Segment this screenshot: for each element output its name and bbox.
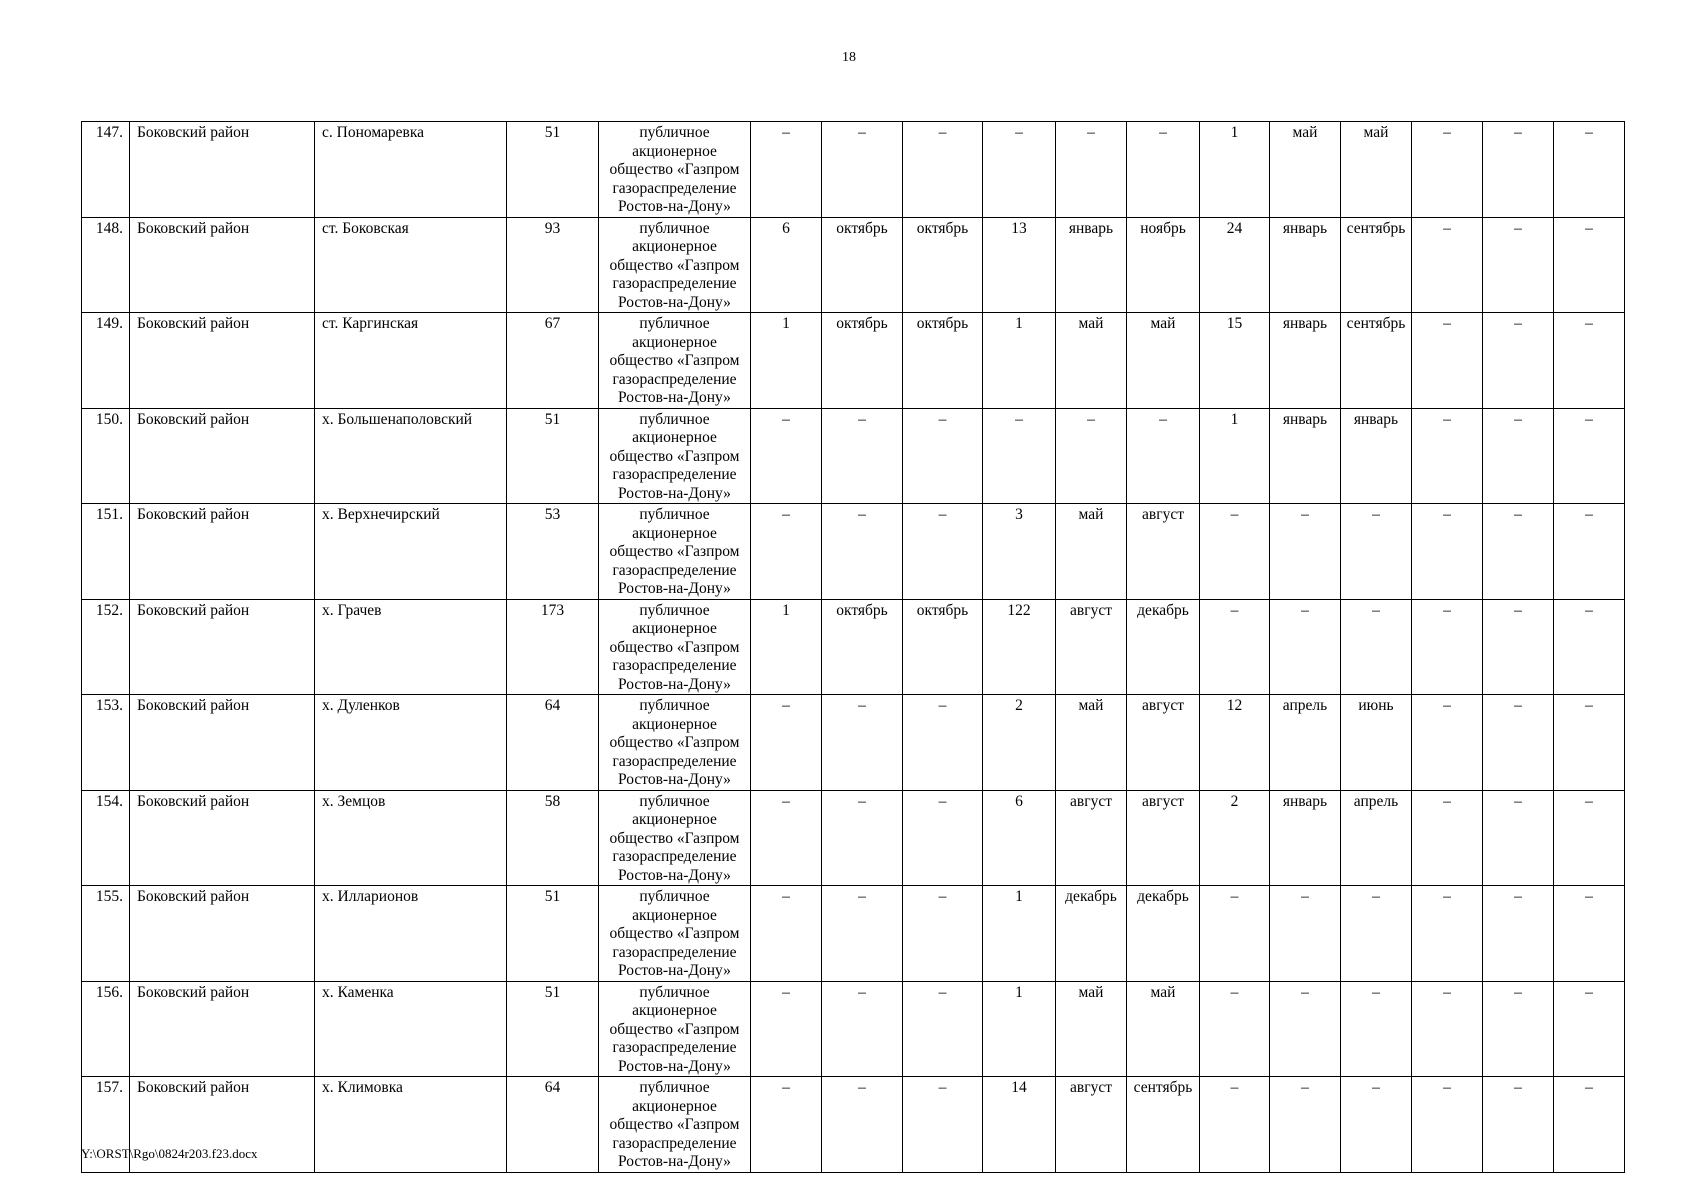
schedule-cell: – xyxy=(1056,408,1127,504)
organization-cell: публичное акционерное общество «Газпром газораспределение Ростов-на-Дону» xyxy=(599,217,751,313)
table-row xyxy=(82,217,1625,313)
schedule-cell: август xyxy=(1056,790,1127,886)
schedule-cell: – xyxy=(983,122,1056,218)
schedule-cell: – xyxy=(1554,313,1625,409)
locality-cell: х. Верхнечирский xyxy=(315,504,507,600)
schedule-cell: январь xyxy=(1056,217,1127,313)
schedule-cell: 2 xyxy=(983,695,1056,791)
schedule-cell: – xyxy=(1554,504,1625,600)
row-number-cell: 154. xyxy=(82,790,130,886)
schedule-cell: – xyxy=(1483,790,1554,886)
count-cell: 64 xyxy=(507,695,599,791)
table-row xyxy=(82,886,1625,982)
count-cell: 51 xyxy=(507,408,599,504)
schedule-cell: – xyxy=(1483,313,1554,409)
schedule-cell: – xyxy=(751,504,822,600)
schedule-cell: – xyxy=(1412,217,1483,313)
schedule-cell: 15 xyxy=(1200,313,1270,409)
schedule-cell: – xyxy=(1554,217,1625,313)
schedule-cell: – xyxy=(1127,408,1200,504)
schedule-cell: 24 xyxy=(1200,217,1270,313)
schedule-cell: 6 xyxy=(751,217,822,313)
schedule-cell: май xyxy=(1056,981,1127,1077)
schedule-cell: октябрь xyxy=(903,217,983,313)
schedule-cell: – xyxy=(1483,504,1554,600)
count-cell: 58 xyxy=(507,790,599,886)
count-cell: 51 xyxy=(507,886,599,982)
schedule-cell: сентябрь xyxy=(1341,217,1412,313)
count-cell: 51 xyxy=(507,122,599,218)
schedule-cell: 1 xyxy=(983,981,1056,1077)
district-cell: Боковский район xyxy=(130,1077,315,1173)
row-number-cell: 155. xyxy=(82,886,130,982)
schedule-cell: – xyxy=(1483,217,1554,313)
schedule-cell: – xyxy=(1412,599,1483,695)
locality-cell: х. Земцов xyxy=(315,790,507,886)
schedule-cell: апрель xyxy=(1270,695,1341,791)
schedule-cell: январь xyxy=(1270,217,1341,313)
schedule-cell: – xyxy=(1554,981,1625,1077)
locality-cell: х. Дуленков xyxy=(315,695,507,791)
locality-cell: с. Пономаревка xyxy=(315,122,507,218)
schedule-cell: 1 xyxy=(751,313,822,409)
locality-cell: ст. Каргинская xyxy=(315,313,507,409)
schedule-cell: – xyxy=(1412,695,1483,791)
locality-cell: х. Большенаполовский xyxy=(315,408,507,504)
organization-cell: публичное акционерное общество «Газпром газораспределение Ростов-на-Дону» xyxy=(599,790,751,886)
row-number-cell: 151. xyxy=(82,504,130,600)
schedule-cell: – xyxy=(1200,981,1270,1077)
schedule-cell: май xyxy=(1127,313,1200,409)
table-row xyxy=(82,1077,1625,1173)
schedule-cell: – xyxy=(1200,599,1270,695)
district-cell: Боковский район xyxy=(130,599,315,695)
schedule-cell: – xyxy=(1554,408,1625,504)
schedule-cell: – xyxy=(751,981,822,1077)
count-cell: 173 xyxy=(507,599,599,695)
schedule-cell: – xyxy=(1341,504,1412,600)
schedule-cell: май xyxy=(1056,313,1127,409)
schedule-cell: – xyxy=(1554,886,1625,982)
schedule-cell: сентябрь xyxy=(1341,313,1412,409)
schedule-cell: – xyxy=(822,981,903,1077)
schedule-cell: 6 xyxy=(983,790,1056,886)
row-number-cell: 153. xyxy=(82,695,130,791)
schedule-cell: – xyxy=(1412,790,1483,886)
schedule-cell: октябрь xyxy=(822,217,903,313)
count-cell: 93 xyxy=(507,217,599,313)
schedule-cell: август xyxy=(1127,504,1200,600)
schedule-cell: 122 xyxy=(983,599,1056,695)
schedule-cell: – xyxy=(903,1077,983,1173)
row-number-cell: 157. xyxy=(82,1077,130,1173)
schedule-cell: 1 xyxy=(751,599,822,695)
row-number-cell: 149. xyxy=(82,313,130,409)
schedule-cell: 13 xyxy=(983,217,1056,313)
schedule-cell: – xyxy=(1554,122,1625,218)
count-cell: 67 xyxy=(507,313,599,409)
schedule-cell: – xyxy=(1412,313,1483,409)
schedule-cell: – xyxy=(1270,981,1341,1077)
schedule-cell: август xyxy=(1056,1077,1127,1173)
schedule-cell: – xyxy=(822,504,903,600)
table-row xyxy=(82,599,1625,695)
organization-cell: публичное акционерное общество «Газпром газораспределение Ростов-на-Дону» xyxy=(599,886,751,982)
schedule-cell: август xyxy=(1056,599,1127,695)
locality-cell: х. Илларионов xyxy=(315,886,507,982)
footer-file-path: Y:\ORST\Rgo\0824r203.f23.docx xyxy=(81,1146,258,1161)
district-cell: Боковский район xyxy=(130,504,315,600)
schedule-cell: – xyxy=(1412,981,1483,1077)
district-cell: Боковский район xyxy=(130,886,315,982)
schedule-table xyxy=(81,121,1625,1173)
schedule-cell: – xyxy=(903,790,983,886)
schedule-cell: октябрь xyxy=(903,313,983,409)
organization-cell: публичное акционерное общество «Газпром газораспределение Ростов-на-Дону» xyxy=(599,408,751,504)
organization-cell: публичное акционерное общество «Газпром газораспределение Ростов-на-Дону» xyxy=(599,504,751,600)
schedule-cell: апрель xyxy=(1341,790,1412,886)
schedule-cell: июнь xyxy=(1341,695,1412,791)
schedule-cell: – xyxy=(983,408,1056,504)
schedule-cell: – xyxy=(1341,886,1412,982)
schedule-cell: – xyxy=(751,122,822,218)
locality-cell: х. Грачев xyxy=(315,599,507,695)
schedule-cell: – xyxy=(1554,1077,1625,1173)
schedule-cell: – xyxy=(822,695,903,791)
schedule-cell: август xyxy=(1127,790,1200,886)
schedule-cell: – xyxy=(822,1077,903,1173)
schedule-cell: – xyxy=(1200,886,1270,982)
table-row xyxy=(82,408,1625,504)
schedule-cell: – xyxy=(1412,122,1483,218)
schedule-cell: май xyxy=(1127,981,1200,1077)
schedule-cell: январь xyxy=(1270,408,1341,504)
schedule-cell: – xyxy=(1127,122,1200,218)
schedule-cell: – xyxy=(751,790,822,886)
schedule-cell: – xyxy=(822,122,903,218)
schedule-cell: май xyxy=(1056,504,1127,600)
schedule-cell: 1 xyxy=(1200,122,1270,218)
schedule-cell: – xyxy=(1483,408,1554,504)
schedule-cell: – xyxy=(1483,695,1554,791)
table-row xyxy=(82,981,1625,1077)
table-body xyxy=(82,122,1625,1173)
schedule-cell: май xyxy=(1270,122,1341,218)
count-cell: 51 xyxy=(507,981,599,1077)
schedule-cell: – xyxy=(903,122,983,218)
schedule-cell: декабрь xyxy=(1127,886,1200,982)
table-row xyxy=(82,313,1625,409)
organization-cell: публичное акционерное общество «Газпром газораспределение Ростов-на-Дону» xyxy=(599,981,751,1077)
district-cell: Боковский район xyxy=(130,313,315,409)
row-number-cell: 156. xyxy=(82,981,130,1077)
schedule-cell: – xyxy=(1270,886,1341,982)
schedule-cell: октябрь xyxy=(822,313,903,409)
table-row xyxy=(82,790,1625,886)
row-number-cell: 152. xyxy=(82,599,130,695)
schedule-cell: август xyxy=(1127,695,1200,791)
schedule-cell: сентябрь xyxy=(1127,1077,1200,1173)
schedule-cell: – xyxy=(1483,886,1554,982)
schedule-cell: 12 xyxy=(1200,695,1270,791)
schedule-cell: октябрь xyxy=(903,599,983,695)
schedule-cell: – xyxy=(903,886,983,982)
schedule-cell: январь xyxy=(1341,408,1412,504)
schedule-cell: – xyxy=(822,886,903,982)
schedule-cell: 14 xyxy=(983,1077,1056,1173)
locality-cell: ст. Боковская xyxy=(315,217,507,313)
schedule-cell: декабрь xyxy=(1056,886,1127,982)
table-row xyxy=(82,122,1625,218)
schedule-cell: – xyxy=(1270,599,1341,695)
page-number: 18 xyxy=(842,50,856,65)
row-number-cell: 150. xyxy=(82,408,130,504)
schedule-cell: – xyxy=(1412,408,1483,504)
schedule-cell: – xyxy=(751,408,822,504)
schedule-cell: 1 xyxy=(983,886,1056,982)
schedule-cell: – xyxy=(1200,504,1270,600)
district-cell: Боковский район xyxy=(130,408,315,504)
schedule-cell: – xyxy=(1483,122,1554,218)
table-row xyxy=(82,695,1625,791)
locality-cell: х. Каменка xyxy=(315,981,507,1077)
schedule-cell: – xyxy=(903,695,983,791)
district-cell: Боковский район xyxy=(130,217,315,313)
schedule-cell: – xyxy=(751,886,822,982)
schedule-cell: – xyxy=(903,981,983,1077)
organization-cell: публичное акционерное общество «Газпром газораспределение Ростов-на-Дону» xyxy=(599,599,751,695)
schedule-cell: май xyxy=(1341,122,1412,218)
table-row xyxy=(82,504,1625,600)
schedule-cell: – xyxy=(1341,981,1412,1077)
schedule-cell: – xyxy=(1483,1077,1554,1173)
schedule-cell: ноябрь xyxy=(1127,217,1200,313)
schedule-cell: – xyxy=(751,695,822,791)
schedule-cell: октябрь xyxy=(822,599,903,695)
schedule-cell: январь xyxy=(1270,790,1341,886)
schedule-cell: – xyxy=(1341,599,1412,695)
organization-cell: публичное акционерное общество «Газпром газораспределение Ростов-на-Дону» xyxy=(599,122,751,218)
schedule-cell: – xyxy=(751,1077,822,1173)
schedule-cell: декабрь xyxy=(1127,599,1200,695)
schedule-cell: 1 xyxy=(983,313,1056,409)
schedule-cell: 3 xyxy=(983,504,1056,600)
schedule-cell: – xyxy=(1412,886,1483,982)
row-number-cell: 148. xyxy=(82,217,130,313)
schedule-cell: – xyxy=(1554,599,1625,695)
row-number-cell: 147. xyxy=(82,122,130,218)
schedule-cell: – xyxy=(1412,1077,1483,1173)
organization-cell: публичное акционерное общество «Газпром газораспределение Ростов-на-Дону» xyxy=(599,1077,751,1173)
schedule-cell: – xyxy=(903,408,983,504)
schedule-cell: – xyxy=(1412,504,1483,600)
schedule-cell: – xyxy=(1056,122,1127,218)
schedule-cell: – xyxy=(822,408,903,504)
schedule-cell: – xyxy=(1483,981,1554,1077)
locality-cell: х. Климовка xyxy=(315,1077,507,1173)
schedule-cell: – xyxy=(1483,599,1554,695)
schedule-cell: – xyxy=(903,504,983,600)
schedule-cell: 1 xyxy=(1200,408,1270,504)
district-cell: Боковский район xyxy=(130,981,315,1077)
district-cell: Боковский район xyxy=(130,122,315,218)
district-cell: Боковский район xyxy=(130,790,315,886)
schedule-cell: – xyxy=(1341,1077,1412,1173)
count-cell: 53 xyxy=(507,504,599,600)
schedule-cell: – xyxy=(1270,1077,1341,1173)
schedule-cell: 2 xyxy=(1200,790,1270,886)
schedule-cell: – xyxy=(1270,504,1341,600)
schedule-cell: – xyxy=(1554,695,1625,791)
count-cell: 64 xyxy=(507,1077,599,1173)
organization-cell: публичное акционерное общество «Газпром газораспределение Ростов-на-Дону» xyxy=(599,695,751,791)
schedule-cell: – xyxy=(1200,1077,1270,1173)
schedule-cell: – xyxy=(1554,790,1625,886)
district-cell: Боковский район xyxy=(130,695,315,791)
schedule-cell: январь xyxy=(1270,313,1341,409)
organization-cell: публичное акционерное общество «Газпром газораспределение Ростов-на-Дону» xyxy=(599,313,751,409)
schedule-cell: – xyxy=(822,790,903,886)
schedule-cell: май xyxy=(1056,695,1127,791)
